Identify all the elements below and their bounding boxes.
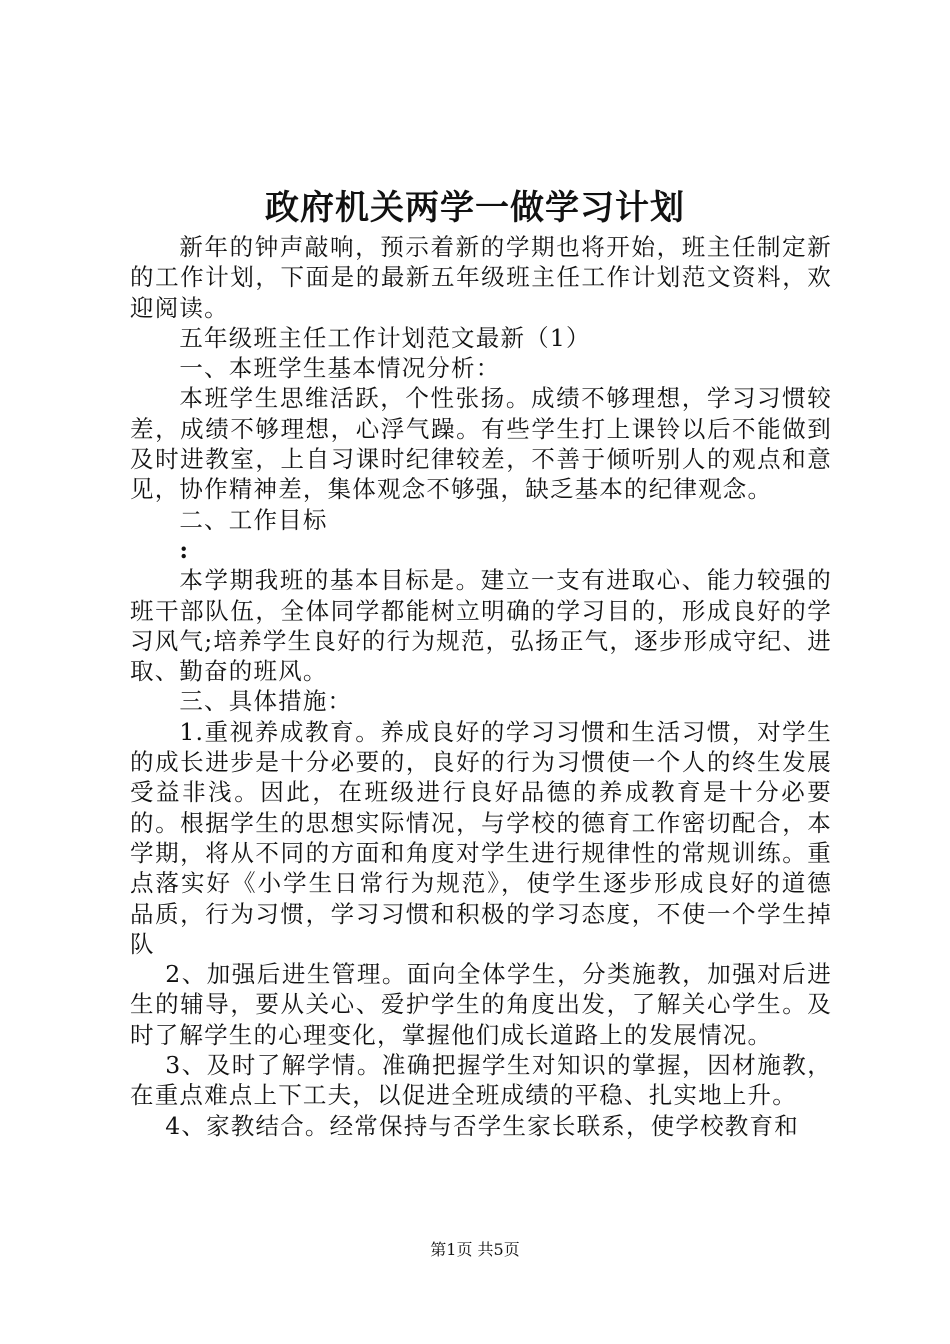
section-heading: 一、本班学生基本情况分析： [179,354,501,383]
intro-paragraph: 新年的钟声敲响，预示着新的学期也将开始，班主任制定新的工作计划，下面是的最新五年级班主任工作计划范文资料，欢迎阅读。 [130,233,832,322]
body-paragraph: 本学期我班的基本目标是。建立一支有进取心、能力较强的班干部队伍，全体同学都能树立明确的学习目的，形成良好的学习风气;培养学生良好的行为规范，弘扬正气，逐步形成守纪、进取、勤奋的班风。 [130,566,832,686]
section-heading: 二、工作目标 [179,505,328,534]
document-body [130,232,832,1141]
body-paragraph: 本班学生思维活跃，个性张扬。成绩不够理想，学习习惯较差，成绩不够理想，心浮气躁。有些学生打上课铃以后不能做到及时进教室，上自习课时纪律较差，不善于倾听别人的观点和意见，协作精神差，集体观念不够强，缺乏基本的纪律观念。 [130,384,832,504]
section-heading: 五年级班主任工作计划范文最新（1） [179,323,591,352]
measure-paragraph: 2、加强后进生管理。面向全体学生，分类施教，加强对后进生的辅导，要从关心、爱护学生的角度出发，了解关心学生。及时了解学生的心理变化，掌握他们成长道路上的发展情况。 [130,960,832,1049]
page-number-footer: 第1页 共5页 [430,1240,520,1259]
section-heading: 三、具体措施： [179,687,353,716]
stray-colon: : [179,535,190,564]
measure-paragraph: 1.重视养成教育。养成良好的学习习惯和生活习惯，对学生的成长进步是十分必要的，良好的行为习惯使一个人的终生发展受益非浅。因此，在班级进行良好品德的养成教育是十分必要的。根据学生的思想实际情况，与学校的德育工作密切配合，本学期，将从不同的方面和角度对学生进行规律性的常规训练。重点落实好《小学生日常行为规范》，使学生逐步形成良好的道德品质，行为习惯，学习习惯和积极的学习态度，不使一个学生掉队 [130,717,832,958]
measure-paragraph: 3、及时了解学情。准确把握学生对知识的掌握，因材施教，在重点难点上下工夫，以促进全班成绩的平稳、扎实地上升。 [130,1051,832,1110]
measure-paragraph: 4、家教结合。经常保持与否学生家长联系，使学校教育和 [165,1111,799,1140]
document-title: 政府机关两学一做学习计划 [265,188,685,228]
